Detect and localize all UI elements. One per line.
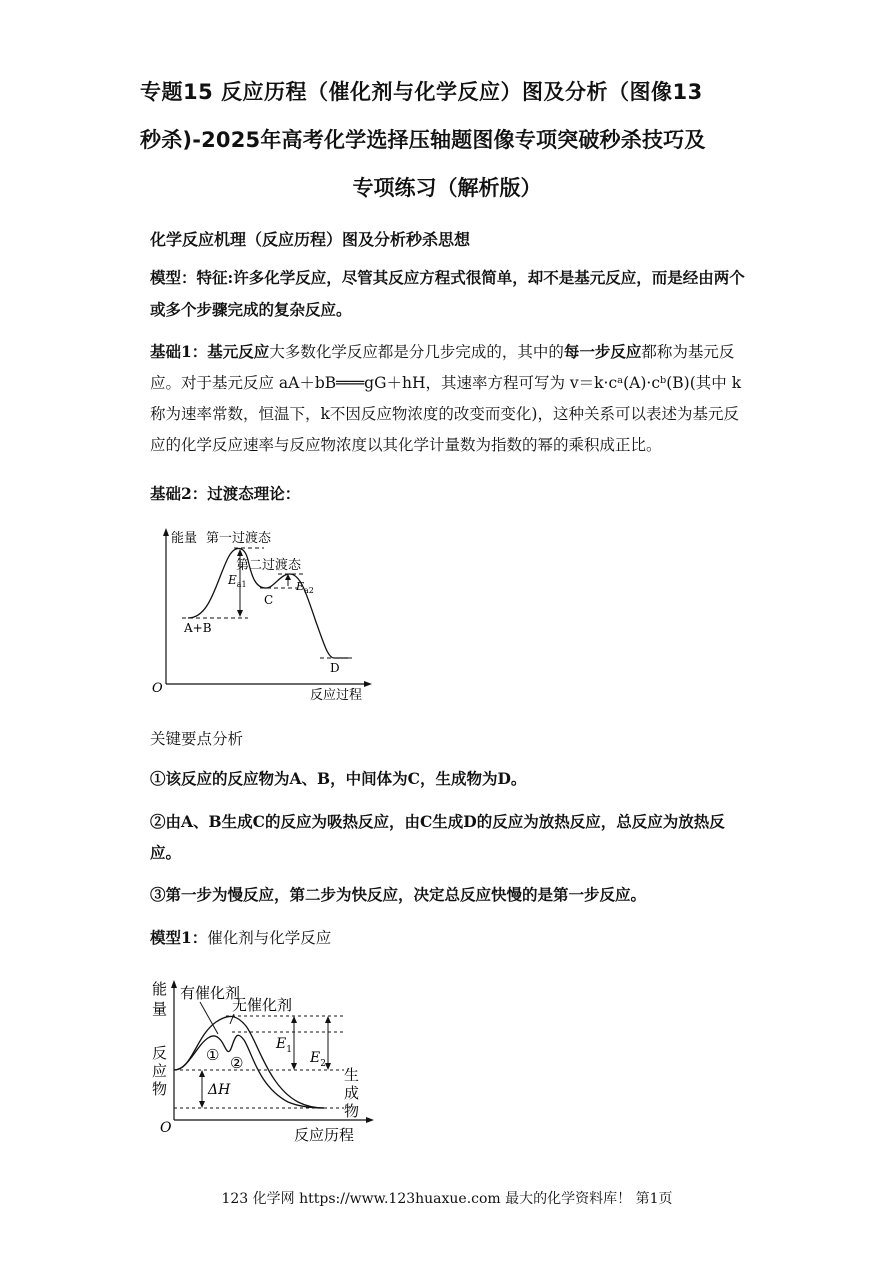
catalyst-energy-diagram <box>148 976 376 1148</box>
page-footer: 123 化学网 https://www.123huaxue.com 最大的化学资料库！ 第1页 <box>221 1191 673 1207</box>
reactant-label: A+B <box>184 621 212 635</box>
product-label-2: 成 <box>344 1084 360 1102</box>
x-axis-label: 反应过程 <box>310 688 363 703</box>
step1-marker: ① <box>206 1046 220 1064</box>
y-axis-label-2: 量 <box>152 1000 168 1018</box>
y-axis-arrow-icon <box>163 528 169 536</box>
origin-label: O <box>160 1120 172 1136</box>
x-axis-label: 反应历程 <box>294 1126 355 1144</box>
e2-label: $E_2$ <box>310 1050 326 1069</box>
basis1-text1: 大多数化学反应都是分几步完成的，其中的 <box>269 343 564 361</box>
no-catalyst-label: 无催化剂 <box>232 996 293 1014</box>
reactant-label-3: 物 <box>152 1080 168 1098</box>
basis2-paragraph <box>150 478 746 510</box>
basis1-text2: 都称为基元反应。对于基元反应 aA＋bB═══gG＋hH，其速率方程可写为 v＝k·cᵃ(A)·cᵇ(B)(其中 k称为速率常数，恒温下，k不因反应物浓度的改变而变化)，这种关系可以表述为基元反应的化学反应速率与反应物浓度以其化学计量数为指数的幂的乘积成正比。 <box>150 343 742 454</box>
title-line-2: 秒杀)-2025年高考化学选择压轴题图像专项突破秒杀技巧及 <box>140 128 706 152</box>
model-intro-paragraph <box>150 262 746 326</box>
no-catalyst-curve <box>174 1016 324 1108</box>
basis1-paragraph <box>150 336 746 461</box>
ts1-label: 第一过渡态 <box>206 531 272 546</box>
section-heading: 化学反应机理（反应历程）图及分析秒杀思想 <box>150 230 471 249</box>
transition-state-diagram <box>148 522 378 704</box>
product-label-1: 生 <box>344 1066 360 1084</box>
basis2-text: 过渡态理论： <box>207 484 301 503</box>
basis2-label: 基础2： <box>150 484 208 503</box>
model1-text: 催化剂与化学反应 <box>207 929 332 947</box>
ea1-arrow-tail-icon <box>237 610 243 617</box>
basis1-term1: 基元反应 <box>207 342 270 361</box>
model1-paragraph <box>150 922 746 954</box>
product-label: D <box>330 661 340 675</box>
document-title <box>140 68 754 212</box>
ts2-label: 第二过渡态 <box>236 558 302 573</box>
key-point-2: ②由A、B生成C的反应为吸热反应，由C生成D的反应为放热反应，总反应为放热反应。 <box>150 812 725 862</box>
y-axis-arrow-icon <box>171 980 177 988</box>
model-intro-label: 模型： <box>150 268 197 287</box>
y-axis-label: 能量 <box>171 531 198 546</box>
e2-arrow-head-icon <box>325 1016 331 1023</box>
e1-arrow-head-icon <box>291 1016 297 1023</box>
origin-label: O <box>152 681 163 696</box>
x-axis-arrow-icon <box>366 1117 374 1123</box>
model1-label: 模型1： <box>150 928 208 947</box>
key-points-heading: 关键要点分析 <box>150 730 244 748</box>
step2-marker: ② <box>230 1054 244 1072</box>
ea2-label: $E_{a2}$ <box>296 580 314 595</box>
key-point-3: ③第一步为慢反应，第二步为快反应，决定总反应快慢的是第一步反应。 <box>150 885 647 904</box>
basis1-term2: 每一步反应 <box>563 342 642 361</box>
catalyst-label: 有催化剂 <box>180 984 241 1002</box>
model-intro-text: 特征:许多化学反应，尽管其反应方程式很简单，却不是基元反应，而是经由两个或多个步骤完成的复杂反应。 <box>150 268 745 319</box>
title-line-3: 专项练习（解析版） <box>352 176 542 200</box>
intermediate-label: C <box>264 593 274 607</box>
dh-label: ΔH <box>208 1082 231 1098</box>
y-axis-label-1: 能 <box>152 980 168 998</box>
dh-arrow-head-icon <box>199 1070 205 1077</box>
e1-label: $E_1$ <box>276 1036 292 1055</box>
basis1-label: 基础1： <box>150 342 208 361</box>
product-label-3: 物 <box>344 1102 360 1120</box>
key-point-1: ①该反应的反应物为A、B，中间体为C，生成物为D。 <box>150 769 527 788</box>
reactant-label-2: 应 <box>152 1062 168 1080</box>
x-axis-arrow-icon <box>364 681 372 687</box>
ea1-label: $E_{a1}$ <box>228 573 247 589</box>
reactant-label-1: 反 <box>152 1044 168 1062</box>
dh-arrow-tail-icon <box>199 1101 205 1108</box>
e1-arrow-tail-icon <box>291 1063 297 1070</box>
title-line-1: 专题15 反应历程（催化剂与化学反应）图及分析（图像13 <box>140 80 703 104</box>
